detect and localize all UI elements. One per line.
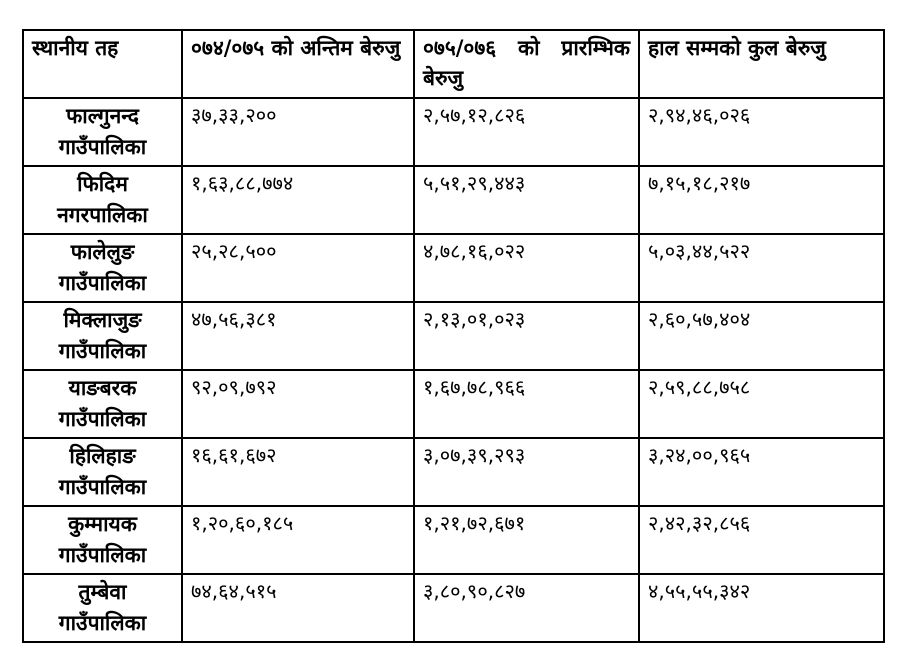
initial-075-076-value: १,६७,७८,९६६ [414, 370, 639, 438]
table-row [23, 506, 884, 574]
local-level-name: तुम्बेवा गाउँपालिका [23, 574, 182, 642]
total-value: २,६०,५७,४०४ [639, 302, 884, 370]
final-074-075-value: ४७,५६,३८१ [182, 302, 414, 370]
initial-075-076-value: ४,७८,१६,०२२ [414, 234, 639, 302]
table-row [23, 166, 884, 234]
total-value: ३,२४,००,९६५ [639, 438, 884, 506]
initial-075-076-value: २,१३,०१,०२३ [414, 302, 639, 370]
table-row [23, 98, 884, 166]
table-header-row [23, 30, 884, 98]
initial-075-076-value: २,५७,१२,८२६ [414, 98, 639, 166]
final-074-075-value: १६,६१,६७२ [182, 438, 414, 506]
total-value: ५,०३,४४,५२२ [639, 234, 884, 302]
header-total: हाल सम्मको कुल बेरुजु [639, 30, 884, 98]
header-local-level: स्थानीय तह [23, 30, 182, 98]
initial-075-076-value: ५,५१,२९,४४३ [414, 166, 639, 234]
header-final-074-075: ०७४/०७५ को अन्तिम बेरुजु [182, 30, 414, 98]
local-level-name: कुम्मायक गाउँपालिका [23, 506, 182, 574]
local-level-name: याङबरक गाउँपालिका [23, 370, 182, 438]
local-level-name: मिक्लाजुङ गाउँपालिका [23, 302, 182, 370]
local-level-name: हिलिहाङ गाउँपालिका [23, 438, 182, 506]
initial-075-076-value: ३,८०,९०,८२७ [414, 574, 639, 642]
table-row [23, 574, 884, 642]
total-value: २,५९,८८,७५८ [639, 370, 884, 438]
final-074-075-value: १,६३,८८,७७४ [182, 166, 414, 234]
local-level-name: फिदिम नगरपालिका [23, 166, 182, 234]
bearuju-table [22, 29, 885, 643]
table-row [23, 302, 884, 370]
total-value: ४,५५,५५,३४२ [639, 574, 884, 642]
initial-075-076-value: १,२१,७२,६७१ [414, 506, 639, 574]
initial-075-076-value: ३,०७,३९,२९३ [414, 438, 639, 506]
table-row [23, 438, 884, 506]
total-value: २,९४,४६,०२६ [639, 98, 884, 166]
final-074-075-value: १,२०,६०,१८५ [182, 506, 414, 574]
final-074-075-value: ७४,६४,५१५ [182, 574, 414, 642]
final-074-075-value: ३७,३३,२०० [182, 98, 414, 166]
total-value: ७,१५,१८,२१७ [639, 166, 884, 234]
table-row [23, 234, 884, 302]
local-level-name: फालेलुङ गाउँपालिका [23, 234, 182, 302]
local-level-name: फाल्गुनन्द गाउँपालिका [23, 98, 182, 166]
total-value: २,४२,३२,८५६ [639, 506, 884, 574]
final-074-075-value: ९२,०९,७९२ [182, 370, 414, 438]
table-row [23, 370, 884, 438]
header-initial-075-076: ०७५/०७६ को प्रारम्भिक बेरुजु [414, 30, 639, 98]
final-074-075-value: २५,२८,५०० [182, 234, 414, 302]
